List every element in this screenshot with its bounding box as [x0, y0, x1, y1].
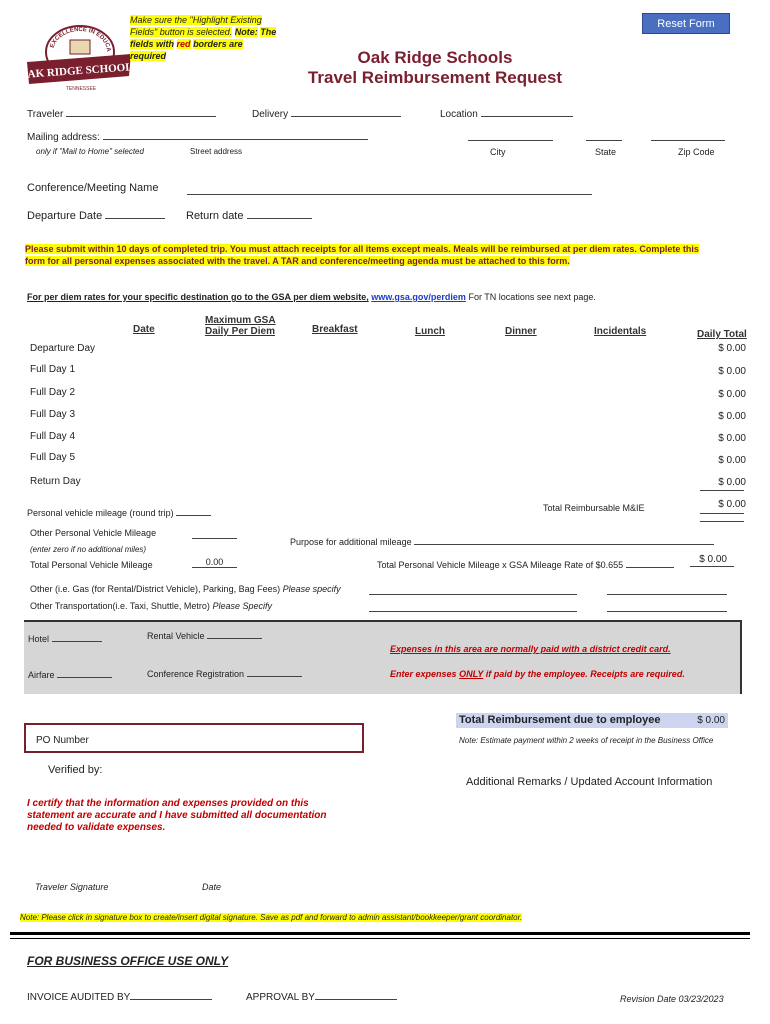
verified-by-field[interactable]: Verified by: [48, 764, 103, 776]
page-title: Travel Reimbursement Request [307, 68, 563, 87]
mail-note: only if "Mail to Home" selected [36, 147, 144, 156]
col-daily-total: Daily Total [697, 329, 747, 340]
district-note-2: Enter expenses ONLY if paid by the employee. Receipts are required. [390, 669, 685, 679]
org-name: Oak Ridge Schools [357, 48, 513, 67]
invoice-audited-field[interactable]: INVOICE AUDITED BY [27, 990, 212, 1003]
other-transport-field[interactable] [369, 611, 577, 612]
zip-label: Zip Code [678, 147, 715, 157]
other-gas-field[interactable] [369, 594, 577, 595]
table-row[interactable]: Full Day 5 [30, 452, 76, 463]
total-reimbursement-box [456, 713, 728, 728]
logo-text: OAK RIDGE SCHOOLS [25, 60, 133, 82]
col-breakfast: Breakfast [312, 324, 358, 335]
po-number-field[interactable]: PO Number [24, 723, 364, 753]
approval-field[interactable]: APPROVAL BY [246, 990, 397, 1003]
signature-date-field[interactable]: Date [202, 882, 222, 892]
conference-label: Conference/Meeting Name [27, 182, 159, 194]
col-max-gsa-1: Maximum GSA [205, 315, 276, 326]
table-total-rule [700, 490, 744, 491]
district-expense-area [24, 620, 742, 694]
remarks-field[interactable]: Additional Remarks / Updated Account Information [466, 776, 713, 788]
instructions: Please submit within 10 days of completed trip. You must attach receipts for all items except meals. Meals will be reimbursed at per diem rates. Complete this form for all personal expenses associated with the travel. A TAR and conference/meeting agenda must be attached to this form. [25, 244, 699, 266]
total-mie-value: $ 0.00 [718, 499, 746, 510]
gsa-link[interactable]: www.gsa.gov/perdiem [371, 292, 466, 302]
table-row[interactable]: Full Day 3 [30, 409, 76, 420]
city-label: City [490, 147, 506, 157]
logo-sub: TENNESSEE [65, 86, 97, 92]
col-lunch: Lunch [415, 326, 445, 337]
revision-date: Revision Date 03/23/2023 [620, 994, 724, 1004]
total-mileage-label: Total Personal Vehicle Mileage [30, 560, 153, 570]
zip-field[interactable] [651, 140, 725, 141]
purpose-field[interactable]: Purpose for additional mileage [290, 535, 714, 547]
mailing-address-field[interactable]: Mailing address: [27, 130, 368, 143]
hotel-field[interactable]: Hotel [28, 632, 102, 644]
divider-top [10, 932, 750, 935]
mie-rule-2 [700, 521, 744, 522]
divider-bottom [10, 938, 750, 939]
col-date: Date [133, 324, 155, 335]
other-mileage-field[interactable] [192, 538, 237, 539]
total-reimbursement-label: Total Reimbursement due to employee [459, 714, 661, 726]
state-field[interactable] [586, 140, 622, 141]
office-title: FOR BUSINESS OFFICE USE ONLY [27, 954, 229, 968]
table-row[interactable]: Full Day 1 [30, 364, 76, 375]
header-note: Make sure the "Highlight Existing Fields" button is selected. Note: The fields with red borders are required [130, 15, 277, 61]
personal-mileage-field[interactable]: Personal vehicle mileage (round trip) [27, 506, 211, 518]
mie-rule-1 [700, 513, 744, 514]
row-total: $ 0.00 [718, 433, 746, 444]
delivery-field[interactable]: Delivery [252, 107, 401, 120]
return-date-field[interactable]: Return date [186, 209, 312, 222]
table-row[interactable]: Return Day [30, 476, 81, 487]
row-total: $ 0.00 [718, 343, 746, 354]
location-field[interactable]: Location [440, 107, 573, 120]
logo [25, 14, 133, 94]
other-transport-amount[interactable] [607, 611, 727, 612]
col-max-gsa-2: Daily Per Diem [204, 326, 276, 337]
certify-statement: I certify that the information and expenses provided on this statement are accurate and I have submitted all documentation needed to validate expenses. [27, 798, 327, 833]
departure-date-field[interactable]: Departure Date [27, 209, 165, 222]
row-total: $ 0.00 [718, 389, 746, 400]
mileage-rate-value: $ 0.00 [699, 554, 727, 565]
other-mileage-note: (enter zero if no additional miles) [30, 545, 147, 554]
mileage-rate-rule [690, 566, 734, 567]
row-total: $ 0.00 [718, 411, 746, 422]
mileage-rate-label: Total Personal Vehicle Mileage x GSA Mileage Rate of $0.655 [377, 558, 674, 570]
row-total: $ 0.00 [718, 455, 746, 466]
row-total: $ 0.00 [718, 477, 746, 488]
gsa-line: For per diem rates for your specific destination go to the GSA per diem website, www.gsa.gov/perdiem For TN locations see next page. [27, 292, 596, 302]
other-mileage-label: Other Personal Vehicle Mileage [30, 528, 157, 538]
signature-note: Note: Please click in signature box to create/insert digital signature. Save as pdf and forward to admin assistant/bookkeeper/grant coordinator. [20, 913, 523, 922]
col-incidentals: Incidentals [594, 326, 647, 337]
state-label: State [595, 147, 617, 157]
other-gas-label: Other (i.e. Gas (for Rental/District Vehicle), Parking, Bag Fees) Please specify [30, 584, 341, 594]
table-row[interactable]: Departure Day [30, 343, 96, 354]
airfare-field[interactable]: Airfare [28, 668, 112, 680]
table-row[interactable]: Full Day 4 [30, 431, 76, 442]
estimate-note: Note: Estimate payment within 2 weeks of receipt in the Business Office [459, 736, 714, 745]
total-mie-label: Total Reimbursable M&IE [543, 503, 645, 513]
traveler-field[interactable]: Traveler [27, 107, 216, 120]
district-note-1: Expenses in this area are normally paid with a district credit card. [390, 644, 671, 654]
other-transport-label: Other Transportation(i.e. Taxi, Shuttle, Metro) Please Specify [30, 601, 272, 611]
city-field[interactable] [468, 140, 553, 141]
logo-arc-text: EXCELLENCE IN EDUCA [49, 26, 112, 52]
row-total: $ 0.00 [718, 366, 746, 377]
traveler-signature-field[interactable]: Traveler Signature [35, 882, 109, 892]
col-dinner: Dinner [505, 326, 537, 337]
rental-vehicle-field[interactable]: Rental Vehicle [147, 629, 262, 641]
table-row[interactable]: Full Day 2 [30, 387, 76, 398]
total-reimbursement-value: $ 0.00 [697, 715, 725, 726]
other-gas-amount[interactable] [607, 594, 727, 595]
conference-field[interactable] [187, 194, 592, 195]
total-mileage-value: 0.00 [192, 557, 237, 568]
conference-registration-field[interactable]: Conference Registration [147, 667, 302, 679]
reset-form-button[interactable]: Reset Form [642, 13, 730, 34]
street-label: Street address [190, 147, 243, 156]
